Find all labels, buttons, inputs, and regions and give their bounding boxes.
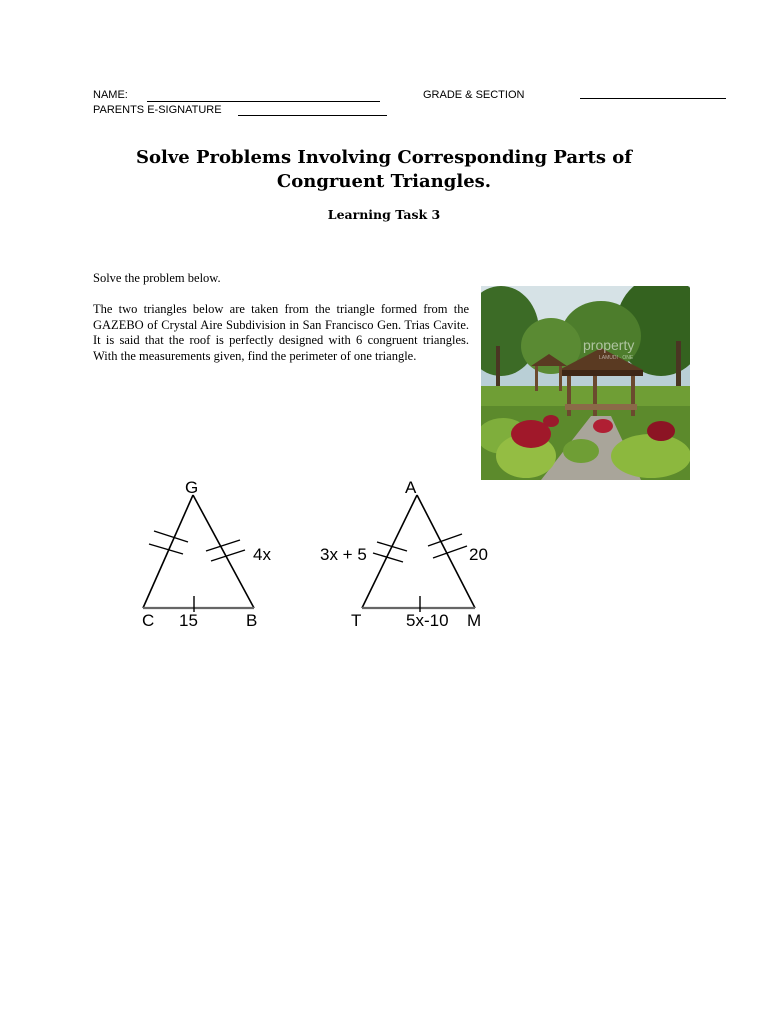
name-field-line — [147, 101, 380, 102]
instruction-text: Solve the problem below. — [93, 271, 221, 285]
title-line-1: Solve Problems Involving Corresponding Parts of — [135, 147, 632, 168]
name-label: NAME: — [93, 89, 128, 101]
side-am-label: 20 — [469, 545, 488, 564]
vertex-g-label: G — [185, 478, 199, 497]
gazebo-photo — [481, 286, 690, 480]
vertex-c-label: C — [142, 611, 155, 630]
side-at-label: 3x + 5 — [320, 545, 367, 564]
problem-paragraph: The two triangles below are taken from the triangle formed from the GAZEBO of Crystal Aire Subdivision in San Francisco Gen. Trias Cavite. It is said that the roof is perfectly designed with 6 congruent triangles. With the measurements given, find the perimeter of one triangle. — [93, 302, 469, 363]
grade-section-label: GRADE & SECTION — [423, 89, 525, 101]
title-line-2: Congruent Triangles. — [276, 171, 492, 192]
vertex-m-label: M — [467, 611, 482, 630]
congruent-triangles-diagram — [130, 470, 510, 640]
signature-field-line — [238, 115, 387, 116]
photo-watermark-small: LAMUDI · ONE — [599, 355, 634, 361]
parents-signature-label: PARENTS E-SIGNATURE — [93, 104, 222, 116]
side-gb-label: 4x — [253, 545, 271, 564]
triangle-gcb — [142, 478, 271, 630]
gazebo-illustration — [481, 286, 690, 480]
base-cb-label: 15 — [179, 611, 198, 630]
vertex-t-label: T — [351, 611, 362, 630]
base-tm-label: 5x-10 — [406, 611, 449, 630]
learning-task-heading: Learning Task 3 — [327, 207, 441, 222]
vertex-b-label: B — [246, 611, 258, 630]
triangle-atm — [320, 478, 488, 630]
photo-watermark: property — [583, 337, 635, 353]
vertex-a-label: A — [405, 478, 417, 497]
page-title — [0, 146, 768, 194]
grade-section-field-line — [580, 98, 726, 99]
